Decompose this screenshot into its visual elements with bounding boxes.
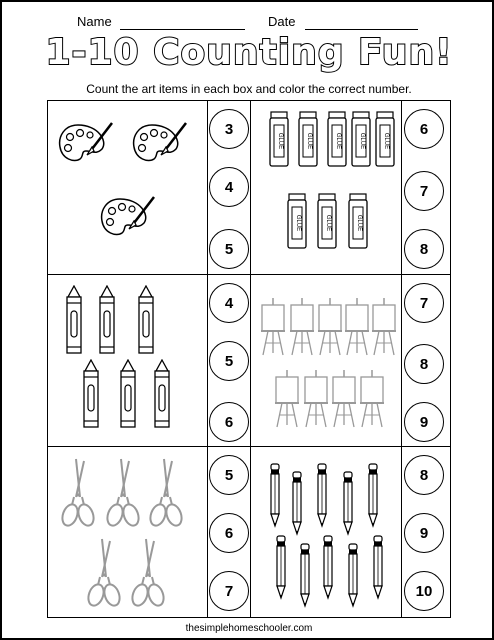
- instructions: Count the art items in each box and color the correct number.: [86, 82, 412, 96]
- crayon-icon: [97, 285, 117, 360]
- number-choice-circle[interactable]: 4: [209, 283, 249, 323]
- palette-icon: [98, 193, 160, 250]
- number-choice-circle[interactable]: 7: [404, 283, 444, 323]
- pencil-icon: [316, 463, 328, 534]
- palette-icon: [130, 119, 192, 176]
- number-choice-circle[interactable]: 8: [404, 455, 444, 495]
- name-field-line[interactable]: [120, 29, 245, 30]
- pencil-icon: [299, 543, 311, 614]
- grid-divider: [250, 101, 251, 617]
- pencil-icon: [269, 463, 281, 534]
- crayon-icon: [136, 285, 156, 360]
- date-field-line[interactable]: [305, 29, 418, 30]
- scissors-icon: [105, 457, 141, 534]
- glue-stick-icon: [316, 193, 338, 254]
- name-label: Name: [77, 14, 112, 29]
- scissors-icon: [130, 537, 166, 614]
- glue-stick-icon: [326, 111, 348, 172]
- easel-icon: [359, 369, 385, 434]
- scissors-icon: [86, 537, 122, 614]
- counting-grid: [47, 100, 451, 618]
- crayon-icon: [118, 359, 138, 434]
- worksheet-header: [2, 12, 494, 34]
- pencil-icon: [342, 471, 354, 542]
- glue-label: GLUE: [295, 214, 301, 232]
- glue-label: GLUE: [383, 132, 389, 150]
- number-choice-circle[interactable]: 8: [404, 344, 444, 384]
- number-choice-circle[interactable]: 7: [209, 571, 249, 611]
- date-label: Date: [268, 14, 296, 29]
- easel-icon: [303, 369, 329, 434]
- easel-icon: [317, 297, 343, 362]
- easel-icon: [274, 369, 300, 434]
- glue-label: GLUE: [335, 132, 341, 150]
- crayon-icon: [64, 285, 84, 360]
- pencil-icon: [367, 463, 379, 534]
- glue-label: GLUE: [306, 132, 312, 150]
- grid-divider: [48, 446, 450, 447]
- crayon-icon: [81, 359, 101, 434]
- pencil-icon: [275, 535, 287, 606]
- number-choice-circle[interactable]: 10: [404, 571, 444, 611]
- number-choice-circle[interactable]: 9: [404, 402, 444, 442]
- pencil-icon: [291, 471, 303, 542]
- number-choice-circle[interactable]: 5: [209, 229, 249, 269]
- palette-icon: [56, 119, 118, 176]
- number-choice-circle[interactable]: 6: [209, 402, 249, 442]
- glue-stick-icon: [347, 193, 369, 254]
- number-choice-circle[interactable]: 6: [209, 513, 249, 553]
- grid-divider: [401, 101, 402, 617]
- pencil-icon: [322, 535, 334, 606]
- scissors-icon: [148, 457, 184, 534]
- glue-label: GLUE: [356, 214, 362, 232]
- glue-label: GLUE: [277, 132, 283, 150]
- number-choice-circle[interactable]: 8: [404, 229, 444, 269]
- number-choice-circle[interactable]: 6: [404, 109, 444, 149]
- number-choice-circle[interactable]: 5: [209, 341, 249, 381]
- glue-stick-icon: [350, 111, 372, 172]
- glue-stick-icon: [297, 111, 319, 172]
- number-choice-circle[interactable]: 4: [209, 167, 249, 207]
- glue-label: GLUE: [359, 132, 365, 150]
- easel-icon: [371, 297, 397, 362]
- glue-label: GLUE: [325, 214, 331, 232]
- pencil-icon: [347, 543, 359, 614]
- grid-divider: [48, 274, 450, 275]
- footer-url: thesimplehomeschooler.com: [185, 623, 313, 634]
- easel-icon: [260, 297, 286, 362]
- number-choice-circle[interactable]: 3: [209, 109, 249, 149]
- pencil-icon: [372, 535, 384, 606]
- number-choice-circle[interactable]: 7: [404, 171, 444, 211]
- worksheet-title: 1-10 Counting Fun!: [45, 32, 453, 73]
- scissors-icon: [60, 457, 96, 534]
- easel-icon: [289, 297, 315, 362]
- easel-icon: [331, 369, 357, 434]
- grid-divider: [207, 101, 208, 617]
- number-choice-circle[interactable]: 9: [404, 513, 444, 553]
- number-choice-circle[interactable]: 5: [209, 455, 249, 495]
- glue-stick-icon: [374, 111, 396, 172]
- glue-stick-icon: [268, 111, 290, 172]
- crayon-icon: [152, 359, 172, 434]
- glue-stick-icon: [286, 193, 308, 254]
- easel-icon: [344, 297, 370, 362]
